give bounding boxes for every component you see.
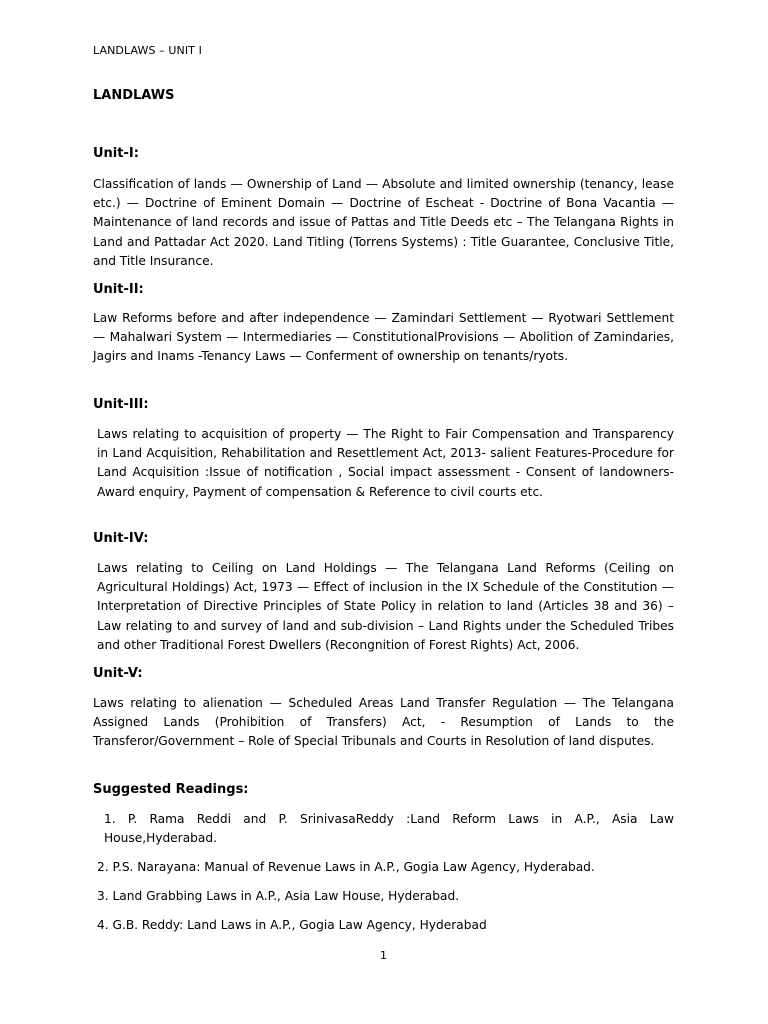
reading-item-3: 3. Land Grabbing Laws in A.P., Asia Law House, Hyderabad. (97, 889, 460, 903)
reading-item-1: 1. P. Rama Reddi and P. SrinivasaReddy :Land Reform Laws in A.P., Asia Law House,Hyderabad. (104, 812, 674, 846)
unit-1-heading: Unit-I: (93, 146, 139, 161)
document-title: LANDLAWS (93, 88, 175, 103)
suggested-readings-heading: Suggested Readings: (93, 782, 249, 797)
unit-3-heading: Unit-III: (93, 397, 149, 412)
running-header: LANDLAWS – UNIT I (93, 44, 202, 57)
reading-item-2: 2. P.S. Narayana: Manual of Revenue Laws in A.P., Gogia Law Agency, Hyderabad. (97, 860, 595, 874)
reading-item-4: 4. G.B. Reddy: Land Laws in A.P., Gogia Law Agency, Hyderabad (97, 918, 487, 932)
unit-3-text: Laws relating to acquisition of property — The Right to Fair Compensation and Transparency in Land Acquisition, Rehabilitation and Resettlement Act, 2013- salient Features-Procedure for Land Acquisition :Issue of notification , Social impact assessment - Consent of landowners- Award enquiry, Payment of compensation & Reference to civil courts etc. (97, 427, 674, 499)
unit-4-text: Laws relating to Ceiling on Land Holdings — The Telangana Land Reforms (Ceiling on Agricultural Holdings) Act, 1973 — Effect of inclusion in the IX Schedule of the Constitution — Interpretation of Directive Principles of State Policy in relation to land (Articles 38 and 36) – Law relating to and survey of land and sub-division – Land Rights under the Scheduled Tribes and other Traditional Forest Dwellers (Recongnition of Forest Rights) Act, 2006. (97, 561, 674, 652)
unit-1-text: Classification of lands — Ownership of Land — Absolute and limited ownership (tenancy, lease etc.) — Doctrine of Eminent Domain — Doctrine of Escheat - Doctrine of Bona Vacantia — Maintenance of land records and issue of Pattas and Title Deeds etc – The Telangana Rights in Land and Pattadar Act 2020. Land Titling (Torrens Systems) : Title Guarantee, Conclusive Title, and Title Insurance. (93, 177, 674, 268)
unit-4-heading: Unit-IV: (93, 531, 149, 546)
unit-2-text: Law Reforms before and after independence — Zamindari Settlement — Ryotwari Settlement — Mahalwari System — Intermediaries — ConstitutionalProvisions — Abolition of Zamindaries, Jagirs and Inams -Tenancy Laws — Conferment of ownership on tenants/ryots. (93, 311, 674, 364)
unit-5-heading: Unit-V: (93, 666, 143, 681)
page-number: 1 (380, 949, 387, 962)
unit-5-text: Laws relating to alienation — Scheduled Areas Land Transfer Regulation — The Telangana Assigned Lands (Prohibition of Transfers) Act, - Resumption of Lands to the Transferor/Government – Role of Special Tribunals and Courts in Resolution of land disputes. (93, 696, 674, 749)
unit-2-heading: Unit-II: (93, 282, 144, 297)
